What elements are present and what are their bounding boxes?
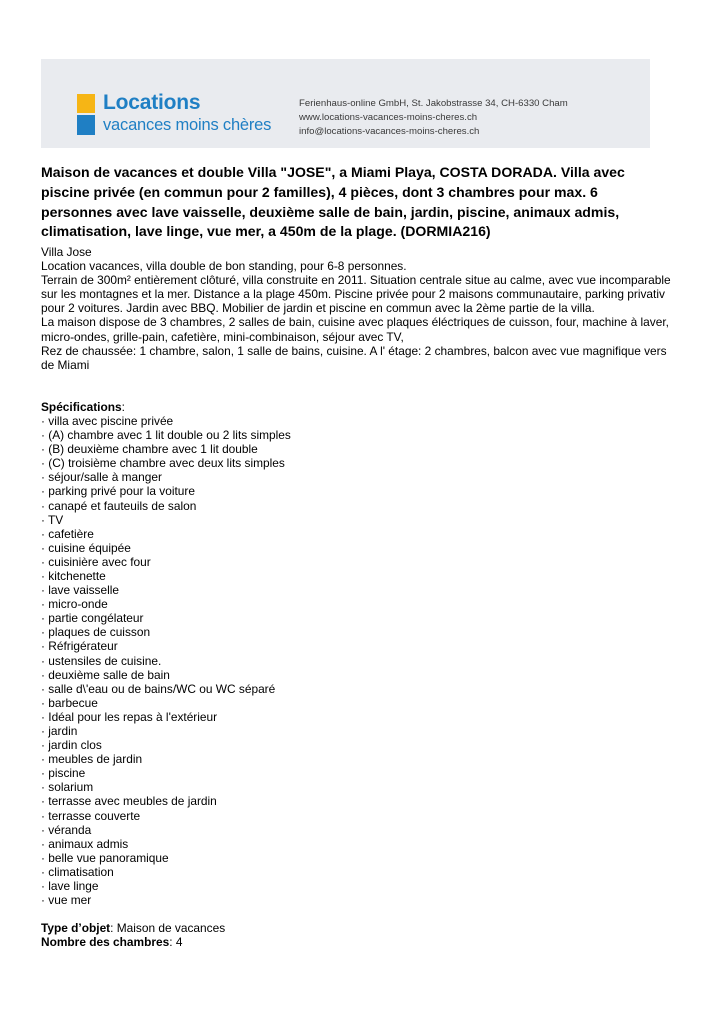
description	[41, 245, 681, 372]
spec-item: · solarium	[41, 780, 94, 795]
spec-item: · jardin clos	[41, 738, 102, 753]
description-line: Villa Jose	[41, 245, 92, 259]
spec-item: · animaux admis	[41, 836, 129, 851]
logo-word: Locations	[103, 91, 201, 114]
spec-item: · cafetière	[41, 526, 94, 541]
specs-heading-label: Spécifications	[41, 399, 122, 414]
spec-item: · Réfrigérateur	[41, 639, 118, 654]
spec-item: · terrasse avec meubles de jardin	[41, 794, 217, 809]
spec-item: · (B) deuxième chambre avec 1 lit double	[41, 442, 258, 457]
website-link[interactable]: www.locations-vacances-moins-cheres.ch	[299, 112, 478, 123]
description-line: Terrain de 300m² entièrement clôturé, villa construite en 2011. Situation centrale situe au calme, avec vue incomparable sur les montagnes et la mer. Distance a la plage 450m. Piscine privée pour 2 maisons communautaire, parking privativ pour 2 voitures. Jardin avec BBQ. Mobilier de jardin et piscine en commun avec la 2ème partie de la villa.	[41, 273, 671, 316]
header-banner	[41, 59, 650, 148]
description-line: Rez de chaussée: 1 chambre, salon, 1 salle de bains, cuisine. A l' étage: 2 chambres, balcon avec vue magnifique vers de Miami	[41, 343, 667, 372]
spec-item: · deuxième salle de bain	[41, 667, 170, 682]
specs-list	[41, 414, 681, 907]
brand-logo[interactable]	[77, 91, 277, 138]
spec-item: · (A) chambre avec 1 lit double ou 2 lits simples	[41, 428, 291, 443]
logo-mark-icon	[77, 94, 95, 135]
spec-item: · lave linge	[41, 879, 99, 894]
room-count-label: Nombre des chambres	[41, 935, 170, 950]
room-count-value: 4	[175, 935, 183, 950]
spec-item: · séjour/salle à manger	[41, 470, 162, 485]
spec-item: · jardin	[41, 724, 78, 738]
specs-heading: Spécifications:	[41, 399, 125, 414]
object-type-value: Maison de vacances	[116, 921, 226, 936]
spec-item: · TV	[41, 512, 64, 527]
spec-item: · barbecue	[41, 695, 98, 710]
company-address: Ferienhaus-online GmbH, St. Jakobstrasse 34, CH-6330 Cham	[299, 98, 568, 109]
spec-item: · terrasse couverte	[41, 808, 141, 823]
spec-item: · ustensiles de cuisine.	[41, 653, 162, 668]
description-line: La maison dispose de 3 chambres, 2 salles de bain, cuisine avec plaques éléctriques de cuisson, four, machine à laver, micro-ondes, grille-pain, cafetière, mini-combinaison, séjour avec TV,	[41, 315, 669, 344]
object-type: Type d’objet: Maison de vacances	[41, 921, 226, 936]
object-type-label: Type d’objet	[41, 921, 111, 936]
spec-item: · salle d\'eau ou de bains/WC ou WC séparé	[41, 681, 276, 696]
spec-item: · belle vue panoramique	[41, 850, 169, 865]
spec-item: · (C) troisième chambre avec deux lits simples	[41, 456, 285, 471]
spec-item: · vue mer	[41, 893, 92, 908]
listing-body	[41, 245, 681, 949]
spec-item: · cuisinière avec four	[41, 554, 151, 569]
description-line: Location vacances, villa double de bon standing, pour 6-8 personnes.	[41, 259, 407, 274]
contact-block	[299, 97, 568, 139]
spec-item: · lave vaisselle	[41, 583, 119, 598]
spec-item: · climatisation	[41, 864, 114, 879]
room-count: Nombre des chambres: 4	[41, 935, 183, 950]
spec-item: · piscine	[41, 766, 86, 781]
spec-item: · plaques de cuisson	[41, 625, 151, 640]
spec-item: · partie congélateur	[41, 611, 144, 626]
spec-item: · Idéal pour les repas à l'extérieur	[41, 709, 218, 724]
spec-item: · parking privé pour la voiture	[41, 484, 195, 499]
spec-item: · véranda	[41, 822, 92, 837]
spec-item: · villa avec piscine privée	[41, 413, 174, 428]
spec-item: · meubles de jardin	[41, 752, 143, 767]
spec-item: · micro-onde	[41, 597, 108, 612]
spec-item: · kitchenette	[41, 568, 106, 583]
email-link[interactable]: info@locations-vacances-moins-cheres.ch	[299, 126, 480, 137]
listing-title: Maison de vacances et double Villa "JOSE", a Miami Playa, COSTA DORADA. Villa avec piscine privée (en commun pour 2 familles), 4 pièces, dont 3 chambres pour max. 6 personnes avec lave vaisselle, deuxième salle de bain, jardin, piscine, animaux admis, climatisation, lave linge, vue mer, a 450m de la plage. (DORMIA216)	[41, 164, 625, 240]
spec-item: · canapé et fauteuils de salon	[41, 498, 197, 513]
listing-meta	[41, 921, 681, 949]
logo-tagline: vacances moins chères	[103, 116, 272, 134]
spec-item: · cuisine équipée	[41, 540, 131, 555]
